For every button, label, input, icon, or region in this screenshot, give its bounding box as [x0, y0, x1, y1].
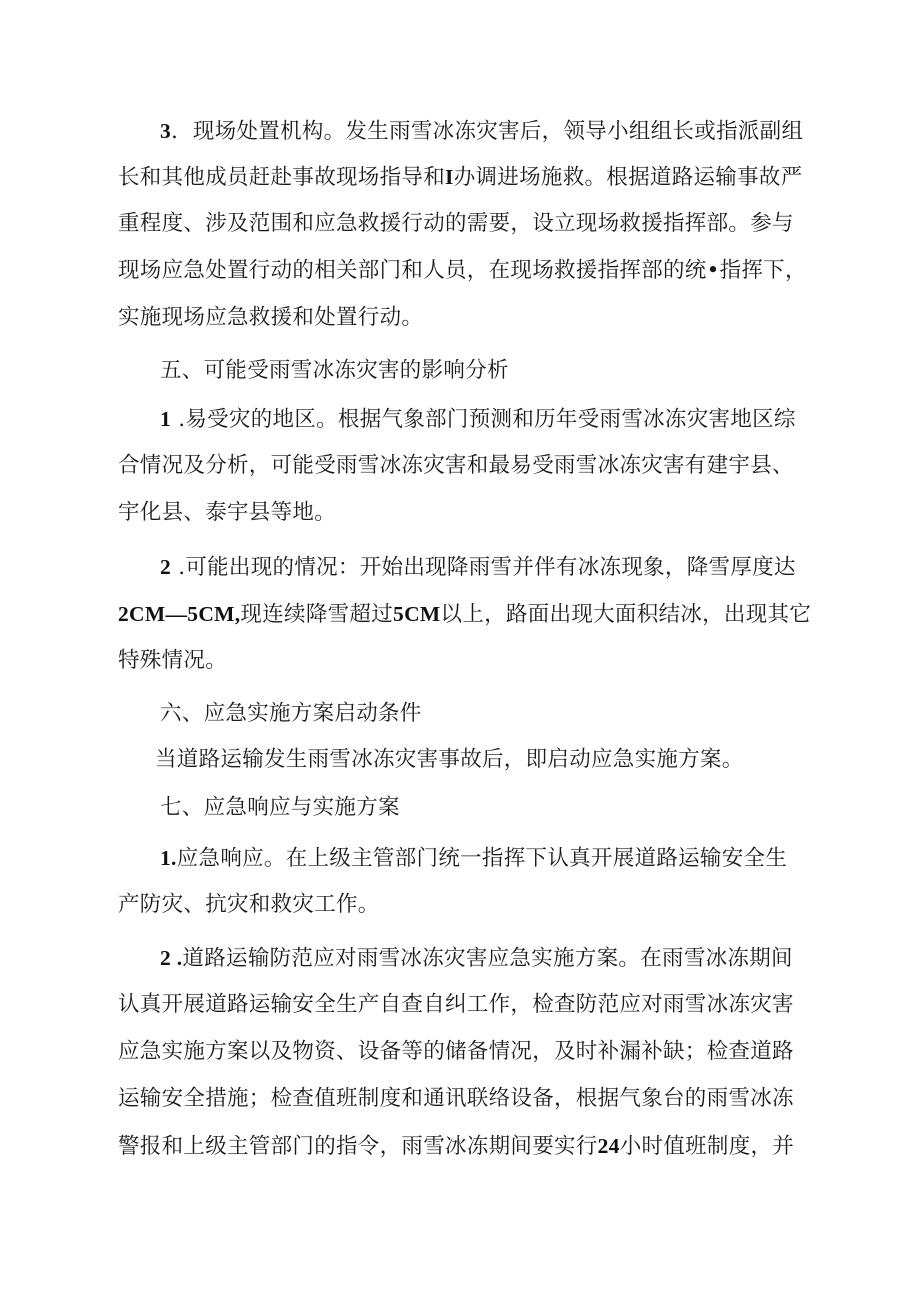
item-5-2-text-2b: 现连续降雪超过: [240, 602, 394, 627]
heading-section-5: 五、可能受雨雪冰冻灾害的影响分析: [160, 358, 509, 383]
section-3-line-4: 现场应急处置行动的相关部门和人员，在现场救援指挥部的统•指挥下，: [118, 258, 807, 283]
section-3-number: 3: [160, 119, 172, 143]
item-5-2-line-3: 特殊情况。: [118, 648, 228, 673]
section-6-paragraph: 当道路运输发生雨雪冰冻灾害事故后，即启动应急实施方案。: [155, 747, 744, 772]
item-7-2-text-5b: 24: [597, 1134, 620, 1158]
heading-section-6: 六、应急实施方案启动条件: [160, 701, 422, 726]
item-5-2-number: 2: [160, 555, 172, 579]
item-5-2-line-2: [118, 599, 811, 630]
section-3-text-2b: I: [445, 165, 454, 189]
section-3-text-2c: 办调进场施救。根据道路运输事故严: [453, 165, 803, 190]
section-3-line-2: [118, 162, 803, 193]
item-7-2-line-4: 运输安全措施；检查值班制度和通讯联络设备，根据气象台的雨雪冰冻: [118, 1086, 794, 1111]
item-5-1-line-1: [160, 404, 796, 435]
section-3-text-1: ．现场处置机构。发生雨雪冰冻灾害后，领导小组组长或指派副组: [171, 119, 804, 144]
item-7-2-number: 2: [160, 946, 172, 970]
item-7-2-line-3: 应急实施方案以及物资、设备等的储备情况，及时补漏补缺；检查道路: [118, 1039, 794, 1064]
heading-section-7: 七、应急响应与实施方案: [160, 795, 400, 820]
item-5-1-text-1: .易受灾的地区。根据气象部门预测和历年受雨雪冰冻灾害地区综: [171, 407, 796, 432]
item-7-1-line-2: 产防灾、抗灾和救灾工作。: [118, 892, 380, 917]
item-7-2-line-5: [118, 1131, 794, 1162]
section-3-line-3: 重程度、涉及范围和应急救援行动的需要，设立现场救援指挥部。参与: [118, 211, 794, 236]
item-5-2-text-2a: 2CM—5CM,: [118, 602, 241, 626]
item-5-2-text-2c: 5CM: [393, 602, 441, 626]
item-5-1-line-2: 合情况及分析，可能受雨雪冰冻灾害和最易受雨雪冰冻灾害有建宇县、: [118, 453, 794, 478]
item-7-2-line-1: [160, 943, 793, 974]
item-7-2-text-5c: 小时值班制度，并: [619, 1134, 795, 1159]
item-5-1-number: 1: [160, 407, 172, 431]
item-7-1-line-1: [160, 843, 787, 874]
item-5-2-text-2d: 以上，路面出现大面积结冰，出现其它: [440, 602, 812, 627]
item-7-1-number: 1.: [160, 846, 177, 870]
section-3-text-2a: 长和其他成员赶赴事故现场指导和: [118, 165, 446, 190]
item-7-1-text-1: 应急响应。在上级主管部门统一指挥下认真开展道路运输安全生: [176, 846, 788, 871]
item-5-2-text-1: .可能出现的情况：开始出现降雨雪并伴有冰冻现象，降雪厚度达: [171, 555, 796, 580]
item-7-2-text-1: 道路运输防范应对雨雪冰冻灾害应急实施方案。在雨雪冰冻期间: [182, 946, 793, 971]
item-7-2-text-5a: 警报和上级主管部门的指令，雨雪冰冻期间要实行: [118, 1134, 598, 1159]
section-3-line-1: [160, 116, 803, 147]
section-3-line-5: 实施现场应急救援和处置行动。: [118, 305, 424, 330]
item-5-1-line-3: 宇化县、泰宇县等地。: [118, 500, 337, 525]
item-5-2-line-1: [160, 552, 796, 583]
item-7-2-line-2: 认真开展道路运输安全生产自查自纠工作，检查防范应对雨雪冰冻灾害: [118, 992, 794, 1017]
item-7-2-number-dot: .: [171, 946, 183, 970]
